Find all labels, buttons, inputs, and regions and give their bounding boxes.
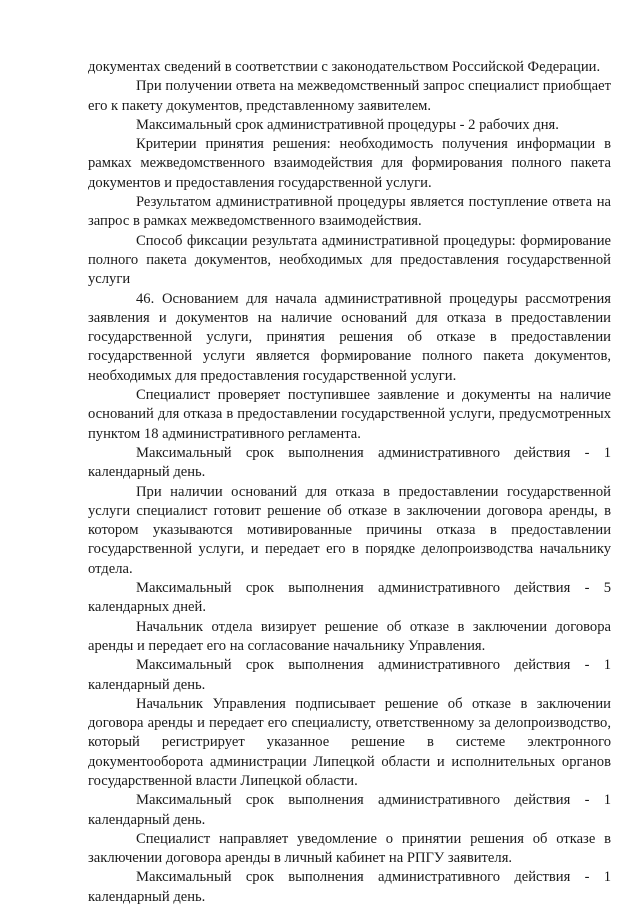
paragraph: Максимальный срок выполнения административного действия - 5 календарных дней. bbox=[88, 580, 611, 616]
paragraph: 46. Основанием для начала административной процедуры рассмотрения заявления и документов на наличие оснований для отказа в предоставлении государственной услуги, принятия решения об отказе в предоставлении государственной услуги является формирование полного пакета документов, необходимых для предоставления государственной услуги. bbox=[88, 290, 611, 384]
paragraph: Начальник отдела визирует решение об отказе в заключении договора аренды и передает его на согласование начальнику Управления. bbox=[88, 618, 611, 654]
paragraph: документах сведений в соответствии с законодательством Российской Федерации. bbox=[88, 59, 601, 75]
paragraph: Специалист проверяет поступившее заявление и документы на наличие оснований для отказа в предоставлении государственной услуги, предусмотренных пунктом 18 административного регламента. bbox=[88, 387, 611, 442]
paragraph: Максимальный срок выполнения административного действия - 1 календарный день. bbox=[88, 869, 611, 905]
paragraph: Начальник Управления подписывает решение об отказе в заключении договора аренды и передает его специалисту, ответственному за делопроизводство, который регистрирует указанное решение в системе электронного документооборота администрации Липецкой области и исполнительных органов государственной власти Липецкой области. bbox=[88, 695, 611, 789]
paragraph: Максимальный срок выполнения административного действия - 1 календарный день. bbox=[88, 792, 611, 828]
document-page bbox=[88, 58, 611, 907]
paragraph: Максимальный срок административной процедуры - 2 рабочих дня. bbox=[136, 116, 559, 133]
paragraph: Критерии принятия решения: необходимость получения информации в рамках межведомственного взаимодействия для формирования полного пакета документов и предоставления государственной услуги. bbox=[88, 136, 611, 191]
paragraph: Максимальный срок выполнения административного действия - 1 календарный день. bbox=[88, 444, 611, 481]
paragraph: Максимальный срок выполнения административного действия - 1 календарный день. bbox=[88, 657, 611, 693]
paragraph: При наличии оснований для отказа в предоставлении государственной услуги специалист готовит решение об отказе в заключении договора аренды, в котором указываются мотивированные причины отказа в предоставлении государственной услуги, и передает его в порядке делопроизводства начальнику отдела. bbox=[88, 483, 611, 577]
paragraph: Специалист направляет уведомление о принятии решения об отказе в заключении договора аренды в личный кабинет на РПГУ заявителя. bbox=[88, 830, 611, 867]
paragraph: При получении ответа на межведомственный запрос специалист приобщает его к пакету документов, представленному заявителем. bbox=[88, 78, 611, 114]
paragraph: Результатом административной процедуры является поступление ответа на запрос в рамках межведомственного взаимодействия. bbox=[88, 194, 611, 230]
paragraph: Способ фиксации результата административной процедуры: формирование полного пакета документов, необходимых для предоставления государственной услуги bbox=[88, 232, 611, 288]
